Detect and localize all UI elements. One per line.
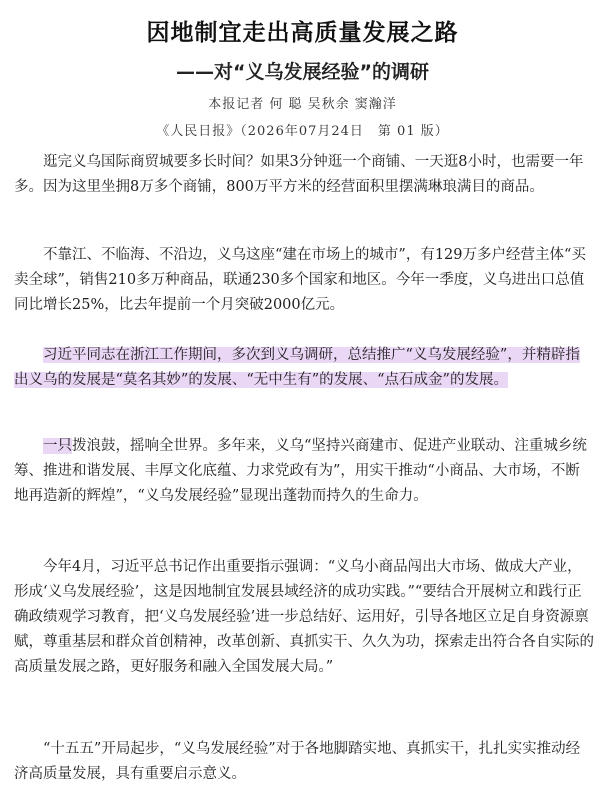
paragraph-2-text: 不靠江、不临海、不沿边，义乌这座“建在市场上的城市”，有129万多户经营主体“买卖全球”，销售210多万种商品，联通230多个国家和地区。今年一季度，义乌进出口总值同比增长25%，比去年提前一个月突破2000亿元。 (14, 247, 586, 313)
paragraph-6 (14, 737, 594, 787)
paragraph-6-text: “十五五”开局起步，“义乌发展经验”对于各地脚踏实地、真抓实干，扎扎实实推动经济高质量发展，具有重要启示意义。 (14, 741, 581, 782)
paragraph-5-text: 今年4月，习近平总书记作出重要指示强调：“义乌小商品闯出大市场、做成大产业，形成‘义乌发展经验’，这是因地制宜发展县域经济的成功实践。”“要结合开展树立和践行正确政绩观学习教育，把‘义乌发展经验’进一步总结好、运用好，引导各地区立足自身资源禀赋，尊重基层和群众首创精神，改革创新、真抓实干、久久为功，探索走出符合各自实际的高质量发展之路，更好服务和融入全国发展大局。” (14, 559, 594, 675)
paragraph-5 (14, 555, 594, 680)
paragraph-1 (14, 150, 594, 200)
article-title: 因地制宜走出高质量发展之路 (146, 20, 459, 46)
paragraph-3-text: 习近平同志在浙江工作期间，多次到义乌调研，总结推广“义乌发展经验”，并精辟指出义乌的发展是“莫名其妙”的发展、“无中生有”的发展、“点石成金”的发展。 (14, 347, 580, 388)
paragraph-4-highlight-text: 一只 (43, 438, 72, 454)
paragraph-3-highlighted (14, 343, 594, 393)
article-subtitle: ——对“义乌发展经验”的调研 (176, 61, 429, 83)
paragraph-4-text: 拨浪鼓，摇响全世界。多年来，义乌“坚持兴商建市、促进产业联动、注重城乡统筹、推进和谐发展、丰厚文化底蕴、力求党政有为”，用实干推动“小商品、大市场，不断地再造新的辉煌”，“义乌发展经验”显现出蓬勃而持久的生命力。 (14, 438, 587, 504)
paragraph-2 (14, 243, 594, 318)
article-byline: 本报记者 何 聪 吴秋余 窦瀚洋 (208, 97, 397, 112)
article-source: 《人民日报》（2026年07月24日 第 01 版） (156, 124, 449, 139)
paragraph-4 (14, 434, 594, 509)
paragraph-1-text: 逛完义乌国际商贸城要多长时间？如果3分钟逛一个商铺、一天逛8小时，也需要一年多。因为这里坐拥8万多个商铺，800万平方米的经营面积里摆满琳琅满目的商品。 (14, 154, 584, 195)
